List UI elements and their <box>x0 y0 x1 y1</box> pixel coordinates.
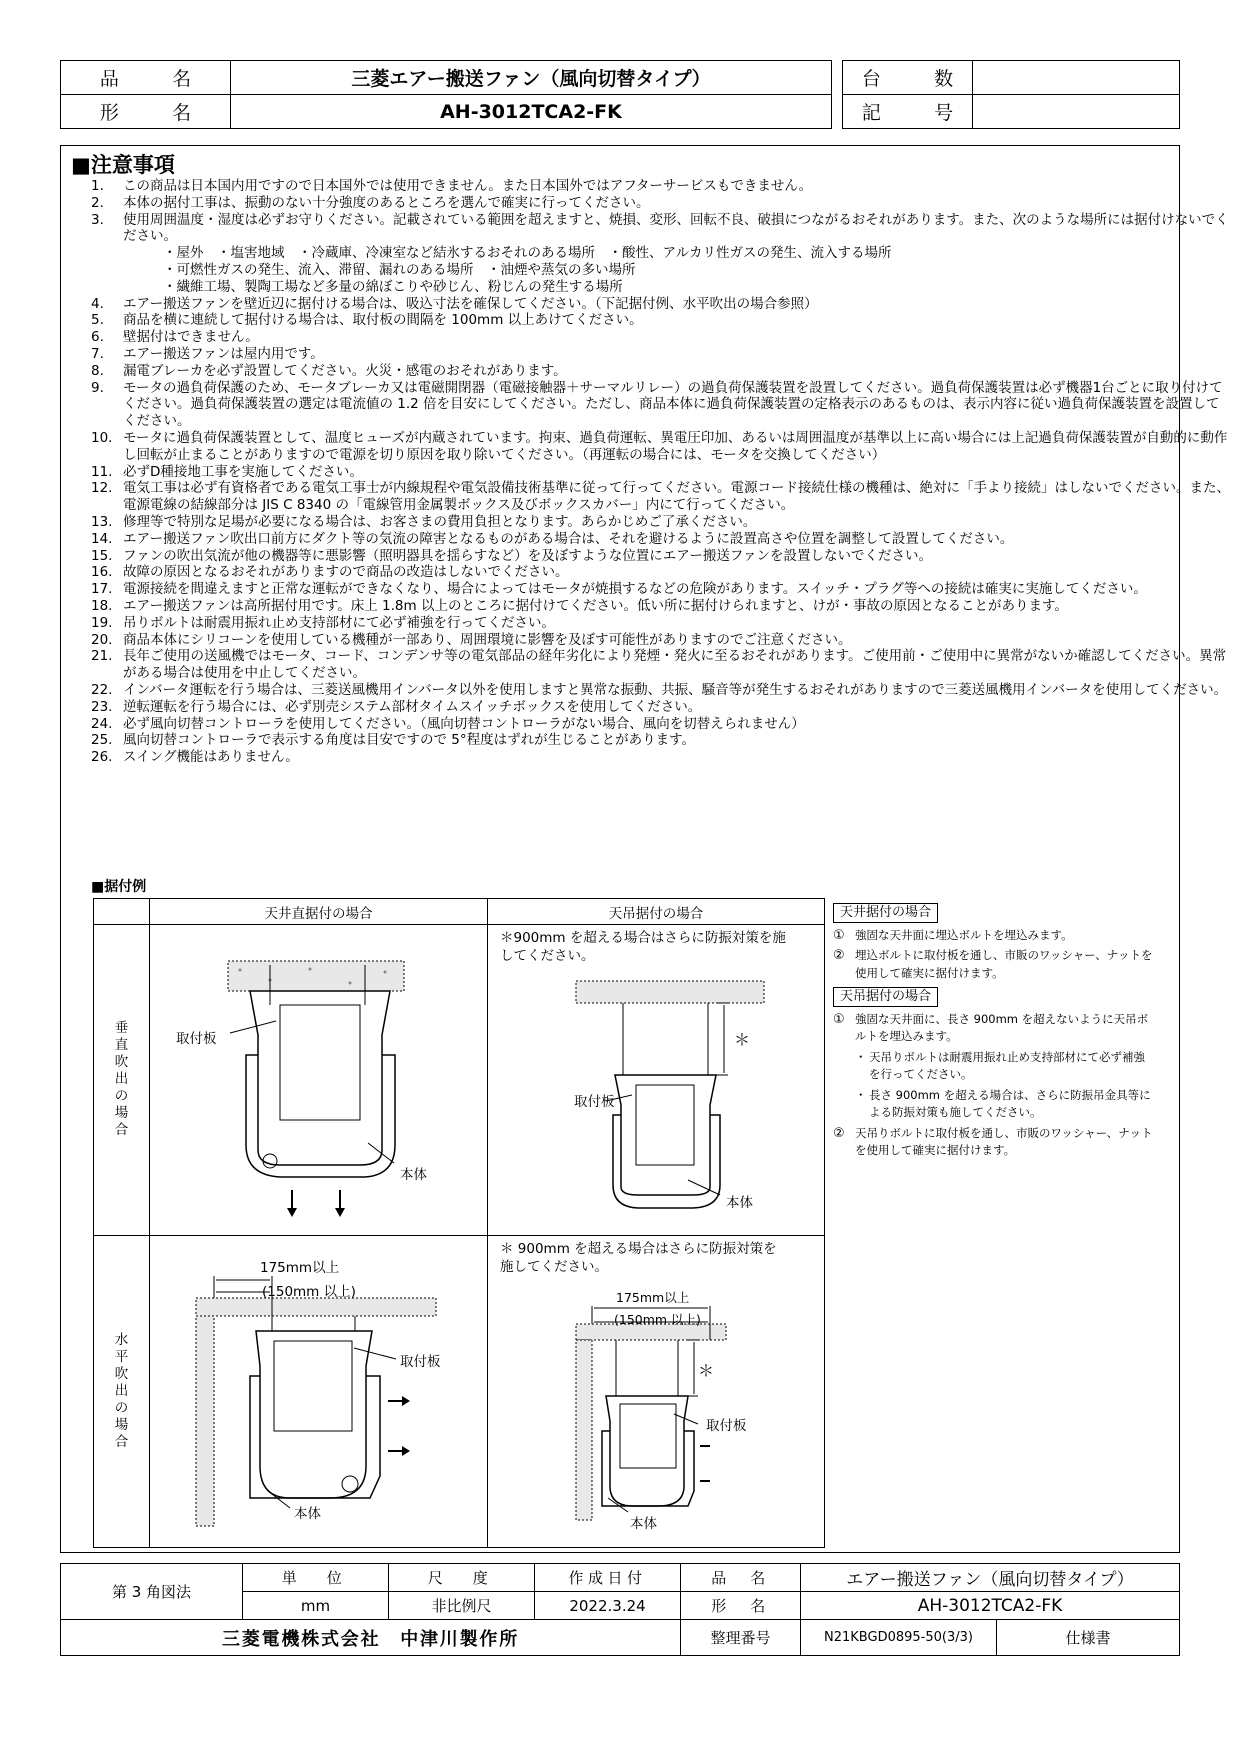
corner-cell <box>94 899 150 925</box>
note-item <box>91 329 1231 346</box>
note-text: インバータ運転を行う場合は、三菱送風機用インバータ以外を使用しますと異常な振動、共振、騒音等が発生するおそれがありますので三菱送風機用インバータを使用してください。 <box>123 681 1228 698</box>
note-text: エアー搬送ファンは高所据付用です。床上 1.8m 以上のところに据付けてください。低い所に据付けられますと、けが・事故の原因となることがあります。 <box>123 597 1068 614</box>
date-value: 2022.3.24 <box>535 1592 681 1620</box>
note-text: ファンの吹出気流が他の機器等に悪影響（照明器具を揺らすなど）を及ぼすような位置にエアー搬送ファンを設置しないでください。 <box>123 547 933 564</box>
dim-150-label-2: (150mm 以上) <box>614 1311 701 1327</box>
note-item <box>91 716 1231 733</box>
suspended-item-1: ① 強固な天井面に、長さ 900mm を超えないように天吊ボルトを埋込みます。 <box>833 1011 1149 1043</box>
note-item <box>91 581 1231 598</box>
product-name: 三菱エアー搬送ファン（風向切替タイプ） <box>231 61 832 95</box>
note-number: 4. <box>91 295 104 312</box>
note-item <box>91 279 1231 296</box>
note-item <box>91 531 1231 548</box>
note-number: 9. <box>91 379 104 396</box>
note-number: 5. <box>91 312 104 329</box>
company-name: 三菱電機株式会社 中津川製作所 <box>61 1620 681 1656</box>
notes-panel <box>60 145 1230 1553</box>
diagram-suspended-vertical <box>488 925 825 1235</box>
note-number <box>91 262 123 279</box>
note-number: 15. <box>91 547 113 564</box>
note-text: 必ず風向切替コントローラを使用してください。（風向切替コントローラがない場合、風向を切替えられません） <box>123 715 805 732</box>
diagram-ceiling-vertical <box>150 925 488 1235</box>
diagram-suspended-horizontal <box>488 1235 825 1548</box>
note-text: 修理等で特別な足場が必要になる場合は、お客さまの費用負担となります。あらかじめご了承ください。 <box>123 513 757 530</box>
body-label-4: 本体 <box>630 1515 657 1532</box>
diagram-ceiling-horizontal <box>150 1235 488 1548</box>
symbol-label: 記 号 <box>843 95 973 129</box>
note-number: 10. <box>91 429 113 446</box>
date-label: 作成日付 <box>535 1564 681 1592</box>
note-item <box>91 699 1231 716</box>
note-item <box>91 262 1231 279</box>
note-number: 6. <box>91 329 104 346</box>
note-vertical-suspended: ＊900mm を超える場合はさらに防振対策を施 してください。 <box>500 930 800 965</box>
note-item <box>91 245 1231 262</box>
suspended-title: 天吊据付の場合 <box>833 987 938 1007</box>
note-number: 13. <box>91 513 113 530</box>
install-table <box>93 898 825 1548</box>
suspended-horizontal-figure <box>488 1236 826 1548</box>
note-number: 2. <box>91 194 104 211</box>
plate-label-3: 取付板 <box>400 1353 441 1370</box>
note-horizontal-suspended: ＊ 900mm を超える場合はさらに防振対策を 施してください。 <box>500 1240 791 1275</box>
note-text: 電気工事は必ず有資格者である電気工事士が内線規程や電気設備技術基準に従って行ってください。電源コード接続仕様の機種は、絶対に「手より接続」はしないでください。また、電源電線の結線部分は JIS C 8340 の「電線管用金属製ボックス及びボックスカバー」内にて行ってください。 <box>123 480 1230 514</box>
note-item <box>91 648 1231 682</box>
note-number <box>91 279 123 296</box>
note-item <box>91 615 1231 632</box>
note-item <box>91 632 1231 649</box>
notes-list <box>91 178 1231 766</box>
ceiling-item: ① 強固な天井面に埋込ボルトを埋込みます。 <box>833 927 1073 943</box>
note-item <box>91 212 1231 246</box>
note-text: ・屋外 ・塩害地域 ・冷蔵庫、冷凍室など結氷するおそれのある場所 ・酸性、アルカリ性ガスの発生、流入する場所 <box>163 245 892 262</box>
model-label: 形 名 <box>61 95 231 129</box>
note-number: 18. <box>91 597 113 614</box>
ceiling-item: ② 埋込ボルトに取付板を通し、市販のワッシャー、ナットを使用して確実に据付けます。 <box>833 948 1153 980</box>
note-item <box>91 346 1231 363</box>
header-table <box>60 60 832 129</box>
suspended-sub-item: ・ 天吊りボルトは耐震用振れ止め支持部材にて必ず補強を行ってください。 <box>855 1049 1145 1081</box>
note-number: 23. <box>91 698 113 715</box>
dim-175-label: 175mm以上 <box>260 1259 340 1276</box>
note-item <box>91 682 1231 699</box>
note-text: 本体の据付工事は、振動のない十分強度のあるところを選んで確実に行ってください。 <box>123 194 650 211</box>
dim-150-label: (150mm 以上) <box>262 1283 356 1300</box>
plate-label: 取付板 <box>176 1031 217 1048</box>
note-number: 16. <box>91 564 113 581</box>
note-text: エアー搬送ファンを壁近辺に据付ける場合は、吸込寸法を確保してください。（下記据付例、水平吹出の場合参照） <box>123 295 818 312</box>
note-text: 電源接続を間違えますと正常な運転ができなくなり、場合によってはモータが焼損するなどの危険があります。スイッチ・プラグ等への接続は確実に実施してください。 <box>123 581 1147 598</box>
quantity-label: 台 数 <box>843 61 973 95</box>
note-item <box>91 195 1231 212</box>
note-text: 故障の原因となるおそれがありますので商品の改造はしないでください。 <box>123 564 569 581</box>
ref-label: 整理番号 <box>681 1620 801 1656</box>
note-number: 3. <box>91 211 104 228</box>
note-item <box>91 464 1231 481</box>
row-horizontal-label <box>94 1235 150 1548</box>
note-item <box>91 363 1231 380</box>
note-item <box>91 732 1231 749</box>
note-text: 使用周囲温度・湿度は必ずお守りください。記載されている範囲を超えますと、焼損、変形、回転不良、破損につながるおそれがあります。また、次のような場所には据付けないでください。 <box>123 211 1229 245</box>
body-label-3: 本体 <box>294 1505 321 1522</box>
note-number: 8. <box>91 362 104 379</box>
symbol-value <box>973 95 1180 129</box>
scale-label: 尺 度 <box>389 1564 535 1592</box>
note-number: 12. <box>91 480 113 497</box>
note-text: モータに過負荷保護装置として、温度ヒューズが内蔵されています。拘束、過負荷運転、異電圧印加、あるいは周囲温度が基準以上に高い場合には上記過負荷保護装置が自動的に動作し回転が止まることがありますので電源を切り原因を取り除いてください。（再運転の場合には、モータを交換してください） <box>123 429 1228 463</box>
note-item <box>91 430 1231 464</box>
note-text: エアー搬送ファンは屋内用です。 <box>123 345 324 362</box>
ceiling-title: 天井据付の場合 <box>833 903 938 923</box>
note-text: 風向切替コントローラで表示する角度は目安ですので 5°程度はずれが生じることがあります。 <box>123 732 696 749</box>
body-label-2: 本体 <box>726 1195 753 1212</box>
body-label: 本体 <box>400 1167 427 1184</box>
ceiling-vertical-figure <box>150 925 488 1235</box>
note-text: 商品を横に連続して据付ける場合は、取付板の間隔を 100mm 以上あけてください。 <box>123 312 643 329</box>
note-text: 漏電ブレーカを必ず設置してください。火災・感電のおそれがあります。 <box>123 362 567 379</box>
model-name: AH-3012TCA2-FK <box>231 95 832 129</box>
note-text: 長年ご使用の送風機ではモータ、コード、コンデンサ等の電気部品の経年劣化により発煙・発火に至るおそれがあります。ご使用前・ご使用中に異常がないか確認してください。異常がある場合は使用を中止してください。 <box>123 648 1227 682</box>
note-item <box>91 312 1231 329</box>
star-label-2: ＊ <box>698 1360 715 1380</box>
note-text: スイング機能はありません。 <box>123 749 299 766</box>
ceiling-items <box>833 927 1153 983</box>
note-number: 24. <box>91 715 113 732</box>
note-number: 17. <box>91 581 113 598</box>
note-text: モータの過負荷保護のため、モータブレーカ又は電磁開閉器（電磁接触器＋サーマルリレー）の過負荷保護装置を設置してください。過負荷保護装置は必ず機器1台ごとに取り付けてください。過負荷保護装置の選定は電流値の 1.2 倍を目安にしてください。ただし、商品本体に過負荷保護装置の定格表示のあるものは、表示内容に従い過負荷保護装置を設置してください。 <box>123 379 1223 430</box>
row-vertical-text: 垂 直 吹 出 の 場 合 <box>114 1020 129 1139</box>
suspended-item-2: ② 天吊りボルトに取付板を通し、市販のワッシャー、ナットを使用して確実に据付けます。 <box>833 1125 1153 1157</box>
col-ceiling-header: 天井直据付の場合 <box>150 899 488 925</box>
quantity-value <box>973 61 1180 95</box>
unit-label: 単 位 <box>243 1564 389 1592</box>
note-text: 必ずD種接地工事を実施してください。 <box>123 463 363 480</box>
scale-value: 非比例尺 <box>389 1592 535 1620</box>
note-item <box>91 598 1231 615</box>
quantity-table <box>842 60 1180 129</box>
note-item <box>91 749 1231 766</box>
note-item <box>91 564 1231 581</box>
star-label: ＊ <box>734 1030 751 1050</box>
col-suspended-header: 天吊据付の場合 <box>488 899 825 925</box>
note-number: 1. <box>91 178 104 194</box>
note-number: 22. <box>91 681 113 698</box>
install-heading: ■据付例 <box>91 879 147 895</box>
footer-table <box>60 1563 1180 1656</box>
note-text: ・繊維工場、製陶工場など多量の綿ぼこりや砂じん、粉じんの発生する場所 <box>163 278 623 295</box>
unit-value: mm <box>243 1592 389 1620</box>
suspended-vertical-figure <box>488 925 826 1235</box>
row-horizontal-text: 水 平 吹 出 の 場 合 <box>114 1331 129 1450</box>
note-number: 11. <box>91 463 113 480</box>
note-item <box>91 178 1231 195</box>
note-text: この商品は日本国内用ですので日本国外では使用できません。また日本国外ではアフターサービスもできません。 <box>123 178 813 194</box>
note-item <box>91 548 1231 565</box>
note-text: 逆転運転を行う場合には、必ず別売システム部材タイムスイッチボックスを使用してください。 <box>123 698 702 715</box>
note-text: 壁据付はできません。 <box>123 329 259 346</box>
note-item <box>91 480 1231 514</box>
note-number: 7. <box>91 345 104 362</box>
note-item <box>91 380 1231 430</box>
note-text: 商品本体にシリコーンを使用している機種が一部あり、周囲環境に影響を及ぼす可能性がありますのでご注意ください。 <box>123 631 852 648</box>
note-item <box>91 296 1231 313</box>
note-number: 20. <box>91 631 113 648</box>
note-number: 25. <box>91 732 113 749</box>
note-number: 19. <box>91 614 113 631</box>
note-item <box>91 514 1231 531</box>
projection: 第 3 角図法 <box>61 1564 243 1620</box>
doc-type: 仕様書 <box>997 1620 1180 1656</box>
note-text: ・可燃性ガスの発生、流入、滞留、漏れのある場所 ・油煙や蒸気の多い場所 <box>163 261 636 278</box>
footer-product-name: エアー搬送ファン（風向切替タイプ） <box>801 1564 1180 1592</box>
plate-label-2: 取付板 <box>574 1094 615 1111</box>
notes-heading: ■注意事項 <box>71 153 175 177</box>
note-text: エアー搬送ファン吹出口前方にダクト等の気流の障害となるものがある場合は、それを避けるように設置高さや位置を調整して設置してください。 <box>123 530 1014 547</box>
suspended-subs <box>833 1049 1153 1122</box>
plate-label-4: 取付板 <box>706 1417 747 1434</box>
product-name-label: 品 名 <box>61 61 231 95</box>
name-label: 品 名 <box>681 1564 801 1592</box>
model-label-footer: 形 名 <box>681 1592 801 1620</box>
row-vertical-label <box>94 925 150 1235</box>
note-number <box>91 245 123 262</box>
install-instructions <box>833 901 1153 1163</box>
note-text: 吊りボルトは耐震用振れ止め支持部材にて必ず補強を行ってください。 <box>123 614 555 631</box>
ref-number: N21KBGD0895-50(3/3) <box>801 1620 997 1656</box>
note-number: 21. <box>91 648 113 665</box>
footer-model: AH-3012TCA2-FK <box>801 1592 1180 1620</box>
note-number: 26. <box>91 749 113 766</box>
dim-175-label-2: 175mm以上 <box>616 1289 690 1305</box>
suspended-sub-item: ・ 長さ 900mm を超える場合は、さらに防振吊金具等による防振対策も施してください。 <box>855 1087 1151 1119</box>
note-number: 14. <box>91 530 113 547</box>
